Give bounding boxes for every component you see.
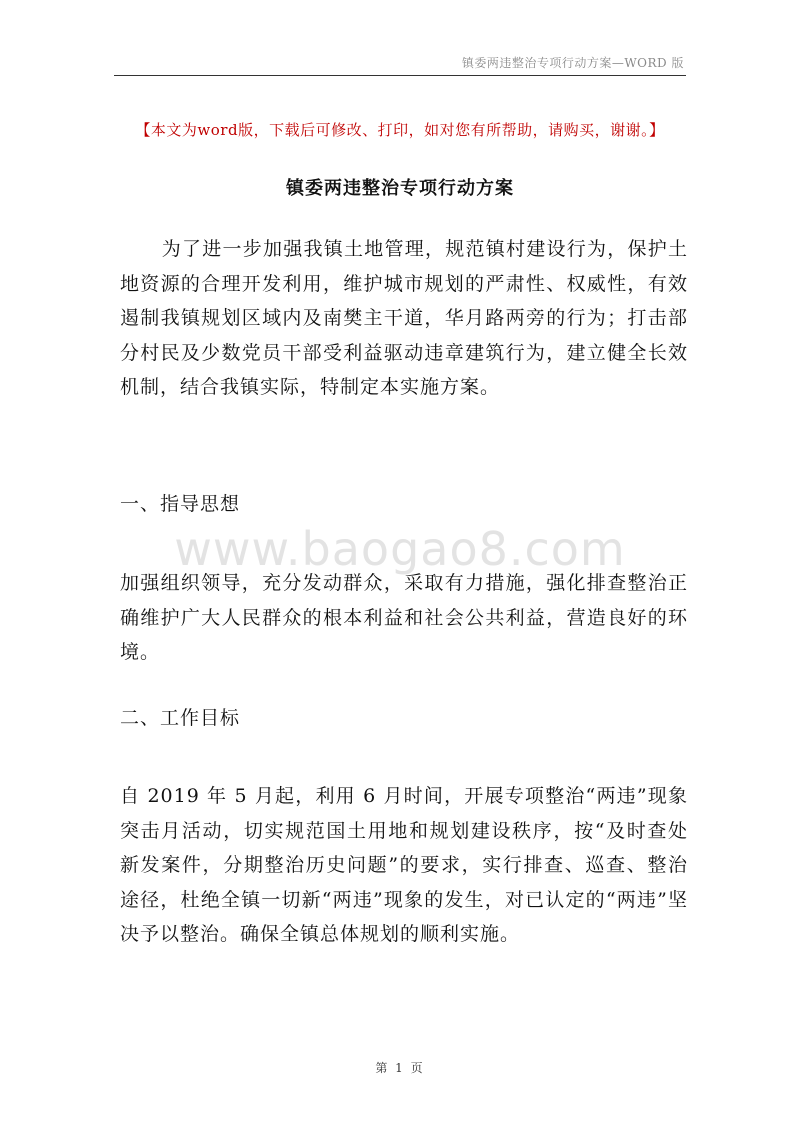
watermark: www.baogao8.com [174, 522, 626, 576]
header-divider [114, 75, 686, 76]
section-heading-work-goals: 二、工作目标 [120, 707, 241, 729]
section-body-work-goals: 自 2019 年 5 月起，利用 6 月时间，开展专项整治“两违”现象突击月活动，切实规范国土用地和规划建设秩序，按“及时查处新发案件，分期整治历史问题”的要求，实行排查、巡查、整治途径，杜绝全镇一切新“两违”现象的发生，对已认定的“两违”坚决予以整治。确保全镇总体规划的顺利实施。 [120, 785, 688, 945]
running-header: 镇委两违整治专项行动方案—WORD 版 [461, 56, 684, 70]
page-number: 第 1 页 [375, 1061, 425, 1075]
section-heading-guiding-ideology: 一、指导思想 [120, 493, 241, 515]
section-body-guiding-ideology: 加强组织领导，充分发动群众，采取有力措施，强化排查整治正确维护广大人民群众的根本利益和社会公共利益，营造良好的环境。 [120, 572, 688, 663]
intro-paragraph: 为了进一步加强我镇土地管理，规范镇村建设行为，保护土地资源的合理开发利用，维护城市规划的严肃性、权威性，有效遏制我镇规划区域内及南樊主干道，华月路两旁的行为；打击部分村民及少数党员干部受利益驱动违章建筑行为，建立健全长效机制，结合我镇实际，特制定本实施方案。 [120, 238, 688, 398]
download-notice: 【本文为word版，下载后可修改、打印，如对您有所帮助，请购买，谢谢。】 [135, 121, 665, 139]
document-title: 镇委两违整治专项行动方案 [286, 178, 514, 199]
